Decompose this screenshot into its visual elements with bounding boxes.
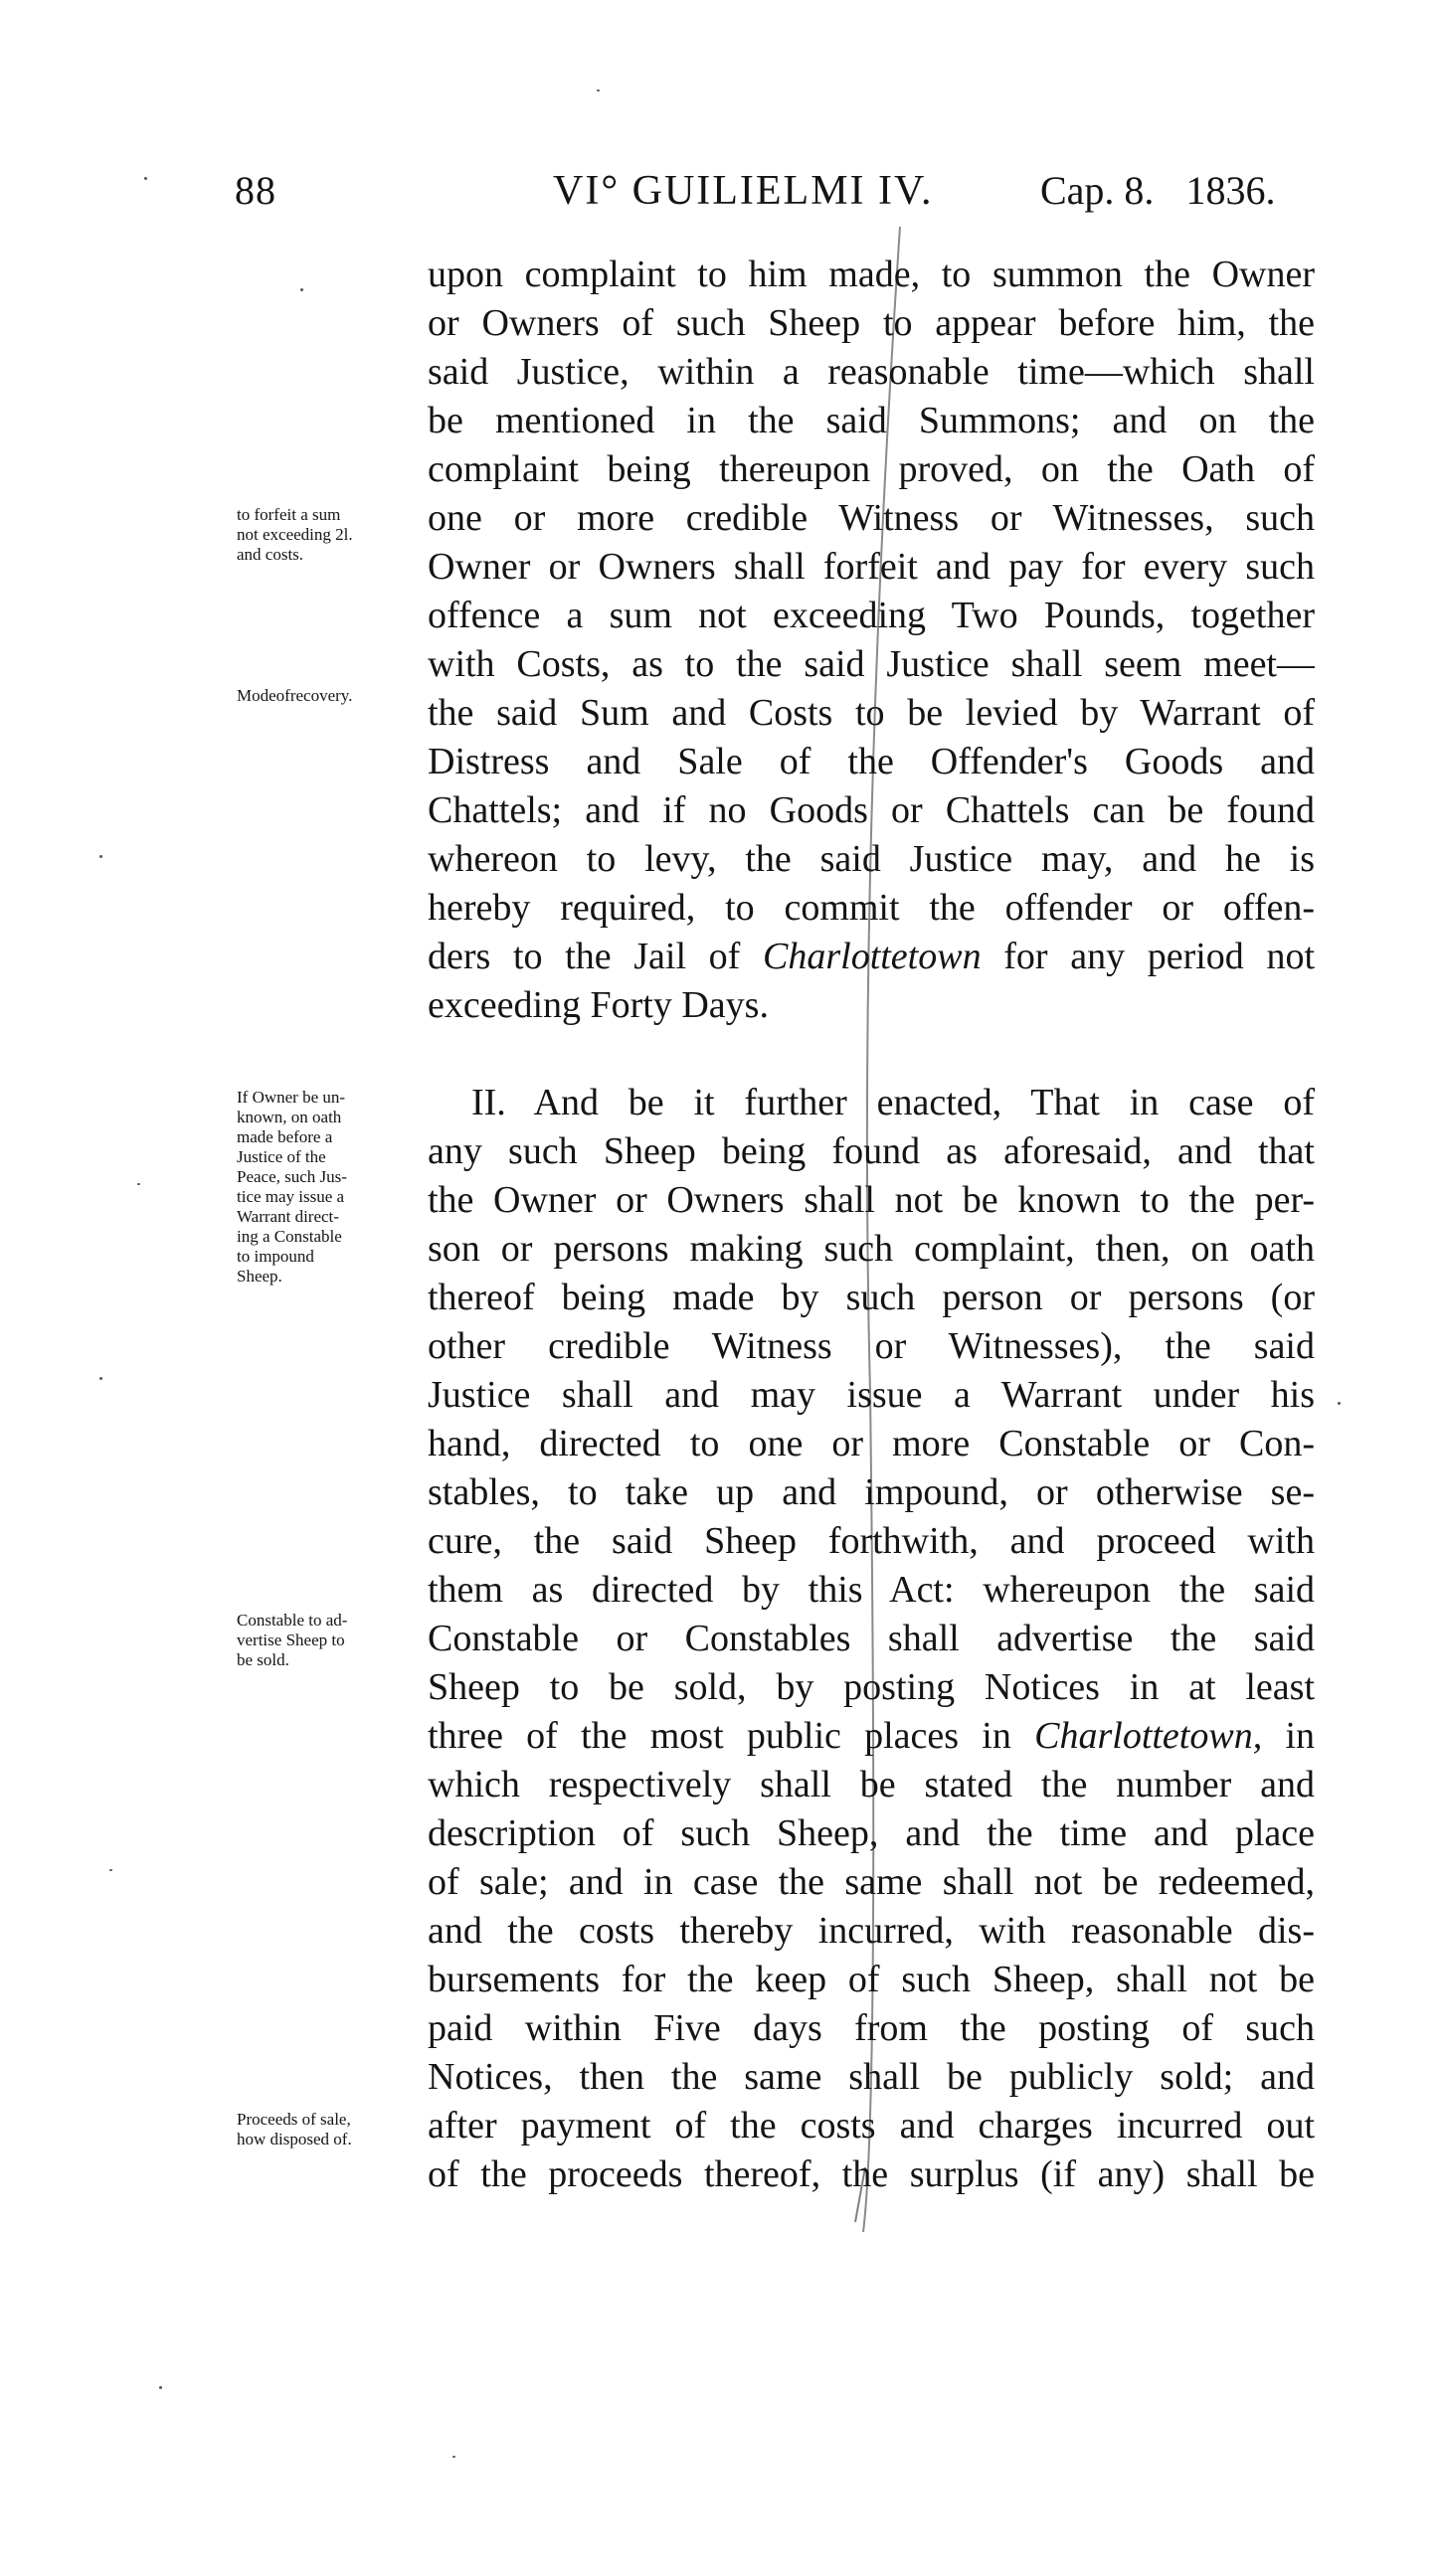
place-name: Charlottetown, — [1034, 1715, 1263, 1757]
text-line: after payment of the costs and charges incurred out — [428, 2105, 1315, 2147]
text-line: and the costs thereby incurred, with reasonable dis- — [428, 1910, 1315, 1952]
text-line: said Justice, within a reasonable time—which shall — [428, 351, 1315, 393]
text-line: stables, to take up and impound, or otherwise se- — [428, 1471, 1315, 1513]
text-line: cure, the said Sheep forthwith, and proceed with — [428, 1520, 1315, 1562]
scan-speck — [159, 2386, 162, 2389]
scan-speck — [300, 288, 303, 291]
text-line: upon complaint to him made, to summon the Owner — [428, 254, 1315, 295]
scan-speck — [144, 177, 147, 180]
margin-note-advertise — [237, 1611, 416, 1670]
text-line: of sale; and in case the same shall not be redeemed, — [428, 1861, 1315, 1903]
margin-note-line: Constable to ad- — [237, 1611, 348, 1630]
jail-suffix: for any period not — [1003, 936, 1315, 977]
text-line: paid within Five days from the posting of such — [428, 2007, 1315, 2049]
place-prefix: three of the most public places in — [428, 1715, 1011, 1757]
text-line: be mentioned in the said Summons; and on the — [428, 400, 1315, 441]
scan-speck — [137, 1183, 140, 1185]
scan-speck — [99, 1377, 102, 1380]
chapter-and-year — [1040, 167, 1275, 214]
text-line: description of such Sheep, and the time and place — [428, 1812, 1315, 1854]
section-1-text — [428, 251, 1315, 1030]
text-line: thereof being made by such person or persons (or — [428, 1277, 1315, 1318]
margin-note-line: If Owner be un- — [237, 1088, 346, 1107]
margin-note-forfeit — [237, 505, 416, 565]
text-line: Constable or Constables shall advertise the said — [428, 1618, 1315, 1659]
margin-note-line: ing a Constable — [237, 1227, 342, 1246]
scan-speck — [99, 855, 102, 858]
margin-note-line: Sheep. — [237, 1267, 282, 1286]
scan-speck — [452, 2456, 455, 2458]
text-line-jail — [428, 933, 1315, 981]
running-header — [235, 167, 1329, 227]
text-line: Chattels; and if no Goods or Chattels can be found — [428, 789, 1315, 831]
scan-speck — [109, 1869, 112, 1871]
running-title: VI° GUILIELMI IV. — [553, 168, 934, 214]
scan-speck — [1338, 1402, 1341, 1405]
page-number: 88 — [235, 168, 276, 213]
text-line: or Owners of such Sheep to appear before him, the — [428, 302, 1315, 344]
text-line: son or persons making such complaint, then, on oath — [428, 1228, 1315, 1270]
text-line: exceeding Forty Days. — [428, 984, 769, 1026]
margin-note-line: Warrant direct- — [237, 1207, 339, 1226]
section-heading-line: II. And be it further enacted, That in case of — [471, 1082, 1315, 1123]
text-line: the said Sum and Costs to be levied by Warrant of — [428, 692, 1315, 734]
margin-note-line: to impound — [237, 1247, 314, 1266]
year: 1836. — [1185, 168, 1276, 213]
text-line: hereby required, to commit the offender or offen- — [428, 887, 1315, 929]
margin-note-line: Proceeds of sale, — [237, 2110, 351, 2129]
margin-note-line: made before a — [237, 1127, 333, 1146]
text-line: one or more credible Witness or Witnesses, such — [428, 497, 1315, 539]
chapter-number: Cap. 8. — [1040, 168, 1155, 213]
margin-note-line: known, on oath — [237, 1108, 342, 1126]
margin-note-recovery — [237, 686, 416, 706]
text-line: offence a sum not exceeding Two Pounds, together — [428, 595, 1315, 636]
text-line: Justice shall and may issue a Warrant under his — [428, 1374, 1315, 1416]
margin-note-line: Justice of the — [237, 1147, 326, 1166]
text-line: which respectively shall be stated the number and — [428, 1764, 1315, 1805]
place-suffix: in — [1285, 1715, 1315, 1757]
margin-note-line: vertise Sheep to — [237, 1631, 345, 1649]
place-name: Charlottetown — [763, 936, 982, 977]
margin-note-line: to forfeit a sum — [237, 505, 341, 524]
margin-note-line: tice may issue a — [237, 1187, 345, 1206]
margin-note-line: not exceeding 2l. — [237, 525, 353, 544]
text-line: the Owner or Owners shall not be known to the per- — [428, 1179, 1315, 1221]
text-line: them as directed by this Act: whereupon the said — [428, 1569, 1315, 1611]
margin-note-line: how disposed of. — [237, 2130, 352, 2148]
text-line: with Costs, as to the said Justice shall seem meet— — [428, 643, 1315, 685]
section-2-text — [428, 1079, 1315, 2199]
text-line: Sheep to be sold, by posting Notices in at least — [428, 1666, 1315, 1708]
scan-speck — [597, 89, 600, 91]
margin-note-line: Peace, such Jus- — [237, 1167, 347, 1186]
margin-note-line: and costs. — [237, 545, 304, 564]
jail-prefix: ders to the Jail of — [428, 936, 741, 977]
text-line: complaint being thereupon proved, on the Oath of — [428, 448, 1315, 490]
margin-note-proceeds — [237, 2110, 416, 2149]
margin-note-line: be sold. — [237, 1650, 289, 1669]
text-line: other credible Witness or Witnesses), the said — [428, 1325, 1315, 1367]
text-line: Owner or Owners shall forfeit and pay for every such — [428, 546, 1315, 588]
text-line: Notices, then the same shall be publicly sold; and — [428, 2056, 1315, 2098]
margin-note-line: Modeofrecovery. — [237, 686, 353, 705]
text-line: Distress and Sale of the Offender's Goods and — [428, 741, 1315, 782]
margin-note-owner-unknown — [237, 1088, 416, 1287]
text-line: any such Sheep being found as aforesaid, and that — [428, 1130, 1315, 1172]
text-line: of the proceeds thereof, the surplus (if any) shall be — [428, 2153, 1315, 2195]
text-line: whereon to levy, the said Justice may, and he is — [428, 838, 1315, 880]
text-line-place — [428, 1712, 1315, 1761]
text-line: hand, directed to one or more Constable or Con- — [428, 1423, 1315, 1464]
text-line: bursements for the keep of such Sheep, shall not be — [428, 1959, 1315, 2000]
